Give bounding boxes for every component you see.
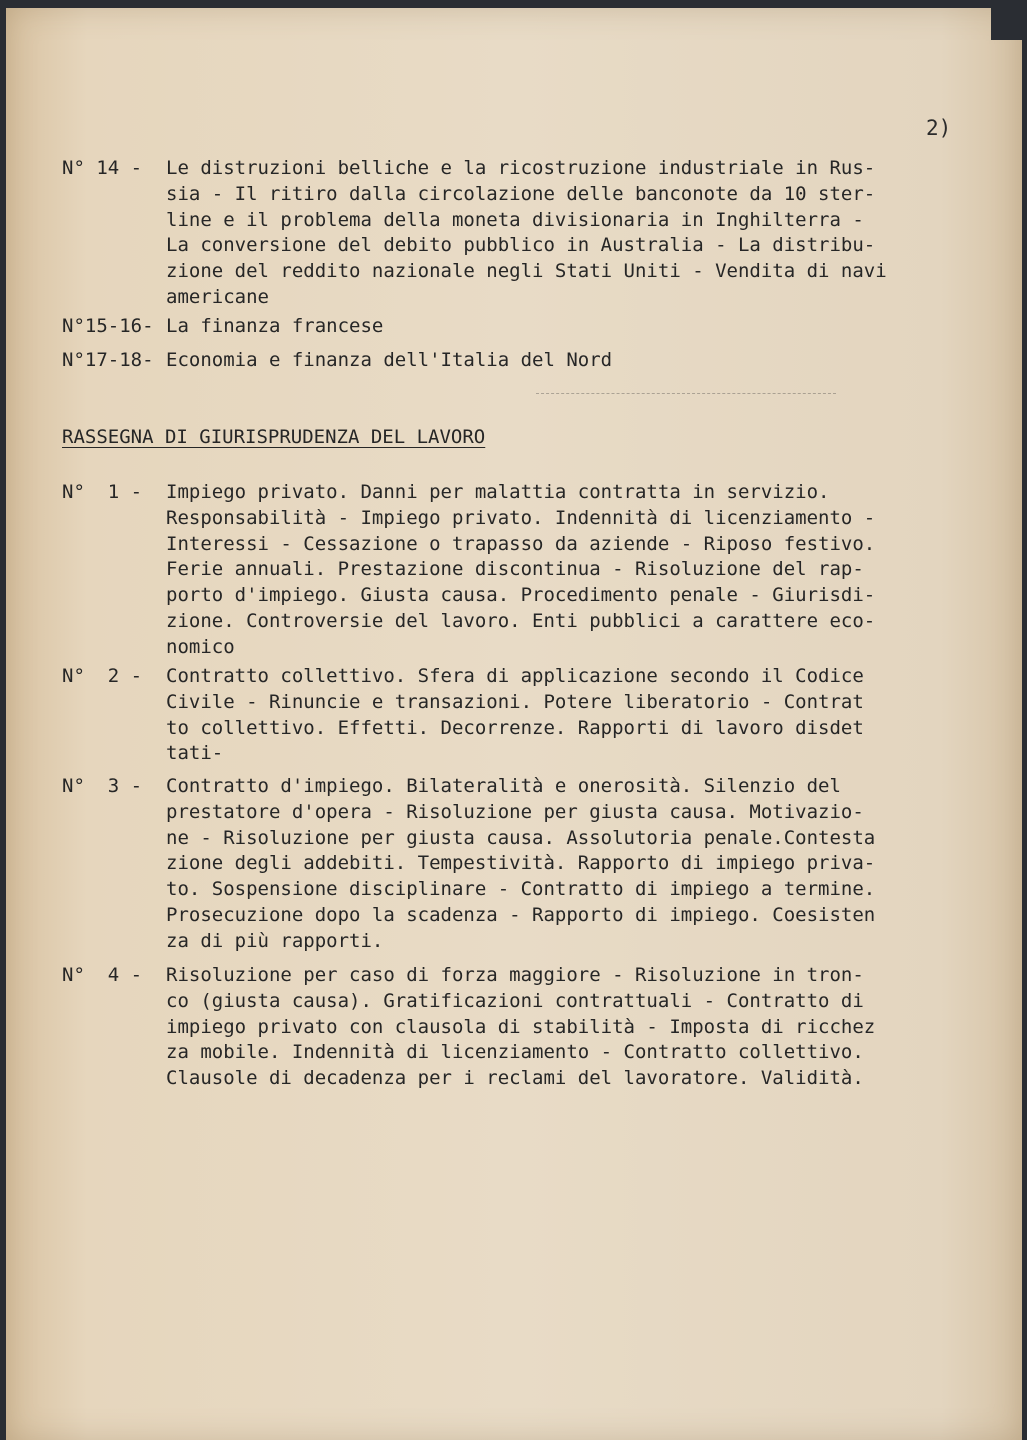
list-item [62,774,986,955]
list-item [62,314,986,340]
divider [536,393,836,394]
entry-text: Risoluzione per caso di forza maggiore - Risoluzione in tron- co (giusta causa). Gratificazioni contrattuali - Contratto di impiego privato con clausola di stabilità - Imposta di ricchez za mobile. Indennità di licenziamento - Contratto collettivo. Clausole di decadenza per i reclami del lavoratore. Validità. [166,964,876,1090]
entry-text: Contratto d'impiego. Bilateralità e onerosità. Silenzio del prestatore d'opera - Risoluzione per giusta causa. Motivazio- ne - Risoluzione per giusta causa. Assolutoria penale.Contesta zione degli addebiti. Tempestività. Rapporto di impiego priva- to. Sospensione disciplinare - Contratto di impiego a termine. Prosecuzione dopo la scadenza - Rapporto di impiego. Coesisten za di più rapporti. [166,775,876,952]
document-page [6,8,1022,1440]
page-number: 2) [926,116,952,140]
list-item [62,480,986,661]
entry-number: N° 2 - [62,665,143,687]
scan-corner [991,0,1027,40]
entry-text: Economia e finanza dell'Italia del Nord [166,349,613,371]
entry-text: Impiego privato. Danni per malattia contratta in servizio. Responsabilità - Impiego privato. Indennità di licenziamento - Interessi - Cessazione o trapasso da aziende - Riposo festivo. Ferie annuali. Prestazione discontinua - Risoluzione del rap- porto d'impiego. Giusta causa. Procedimento penale - Giurisdi- zione. Controversie del lavoro. Enti pubblici a carattere eco- nomico [166,481,876,658]
list-item [62,156,986,311]
entry-text: Contratto collettivo. Sfera di applicazione secondo il Codice Civile - Rinuncie e transazioni. Potere liberatorio - Contrat to collettivo. Effetti. Decorrenze. Rapporti di lavoro disdet tati- [166,665,864,765]
entry-number: N° 14 - [62,157,143,179]
entry-number: N° 4 - [62,964,143,986]
entry-text: Le distruzioni belliche e la ricostruzione industriale in Rus- sia - Il ritiro dalla circolazione delle banconote da 10 ster- line e il problema della moneta divisionaria in Inghilterra - La conversione del debito pubblico in Australia - La distribu- zione del reddito nazionale negli Stati Uniti - Vendita di navi americane [166,157,887,308]
entry-number: N° 3 - [62,775,143,797]
entry-number: N°15-16- [62,315,154,337]
entry-text: La finanza francese [166,315,384,337]
list-item [62,664,986,767]
entry-number: N° 1 - [62,481,143,503]
list-item [62,963,986,1092]
list-item [62,348,986,374]
section-title: RASSEGNA DI GIURISPRUDENZA DEL LAVORO [62,426,486,448]
entry-number: N°17-18- [62,349,154,371]
